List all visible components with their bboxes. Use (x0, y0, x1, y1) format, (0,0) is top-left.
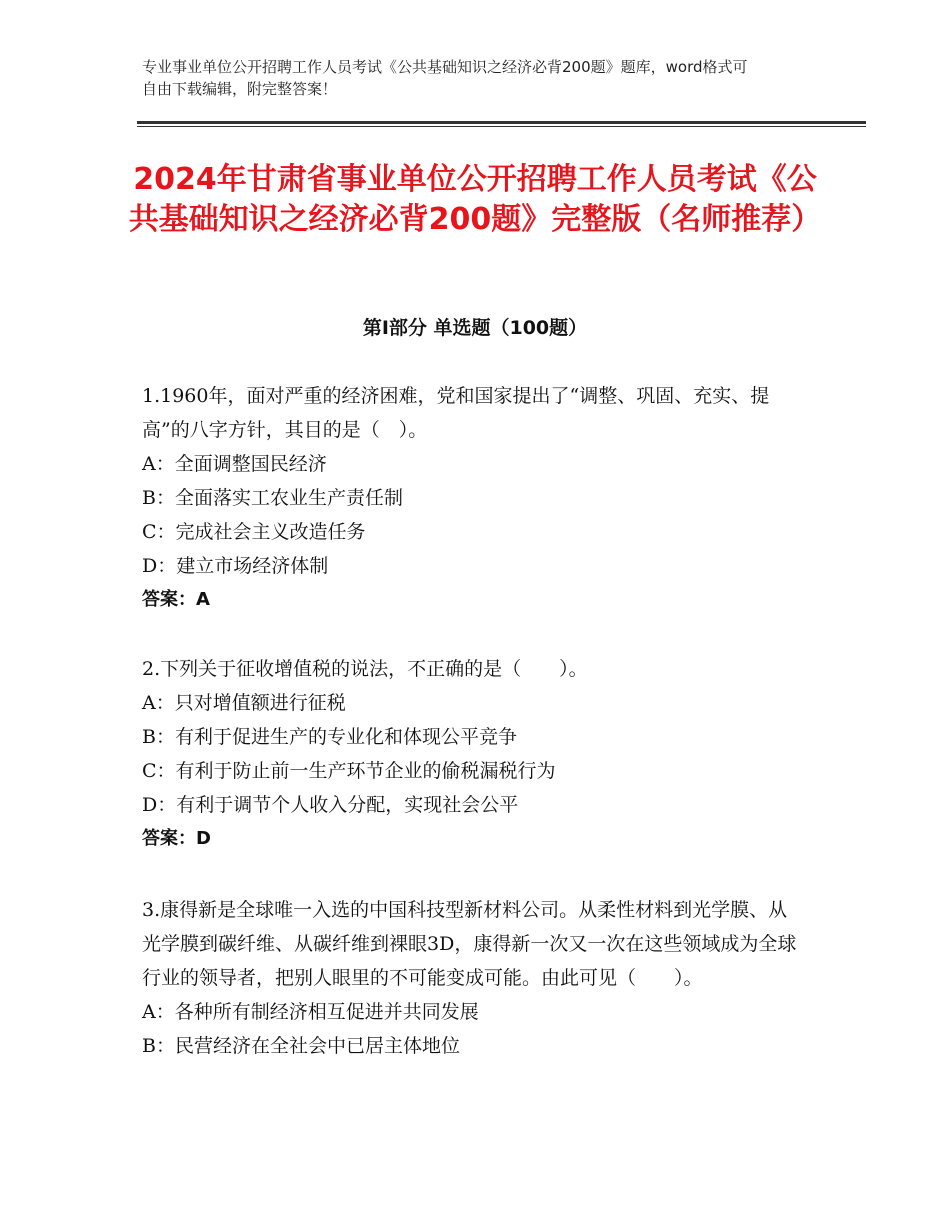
option-c: C：有利于防止前一生产环节企业的偷税漏税行为 (142, 760, 556, 782)
option-a: A：只对增值额进行征税 (142, 692, 346, 714)
header-divider-thin (137, 126, 866, 127)
section-title: 第Ⅰ部分 单选题（100题） (362, 317, 588, 339)
question-stem: 3.康得新是全球唯一入选的中国科技型新材料公司。从柔性材料到光学膜、从光学膜到碳纤维、从碳纤维到裸眼3D，康得新一次又一次在这些领域成为全球行业的领导者，把别人眼里的不可能变成可能。由此可见（ ）。 (142, 899, 797, 989)
answer: 答案：D (142, 828, 211, 849)
option-d: D：建立市场经济体制 (142, 555, 329, 577)
question-stem: 1.1960年，面对严重的经济困难，党和国家提出了“调整、巩固、充实、提高”的八字方针，其目的是（ ）。 (142, 385, 770, 441)
header-divider-thick (137, 121, 866, 124)
option-b: B：民营经济在全社会中已居主体地位 (142, 1035, 460, 1057)
option-b: B：全面落实工农业生产责任制 (142, 487, 403, 509)
question-1 (142, 379, 802, 617)
option-c: C：完成社会主义改造任务 (142, 521, 366, 543)
option-b: B：有利于促进生产的专业化和体现公平竞争 (142, 726, 517, 748)
document-title: 2024年甘肃省事业单位公开招聘工作人员考试《公共基础知识之经济必背200题》完整版（名师推荐） (128, 162, 822, 237)
option-a: A：各种所有制经济相互促进并共同发展 (142, 1001, 479, 1023)
question-stem: 2.下列关于征收增值税的说法，不正确的是（ ）。 (142, 658, 588, 680)
answer: 答案：A (142, 589, 210, 610)
question-3 (142, 893, 802, 1063)
header-note: 专业事业单位公开招聘工作人员考试《公共基础知识之经济必背200题》题库，word格式可自由下载编辑，附完整答案！ (142, 58, 748, 98)
option-a: A：全面调整国民经济 (142, 453, 327, 475)
option-d: D：有利于调节个人收入分配，实现社会公平 (142, 794, 519, 816)
question-2 (142, 652, 802, 856)
